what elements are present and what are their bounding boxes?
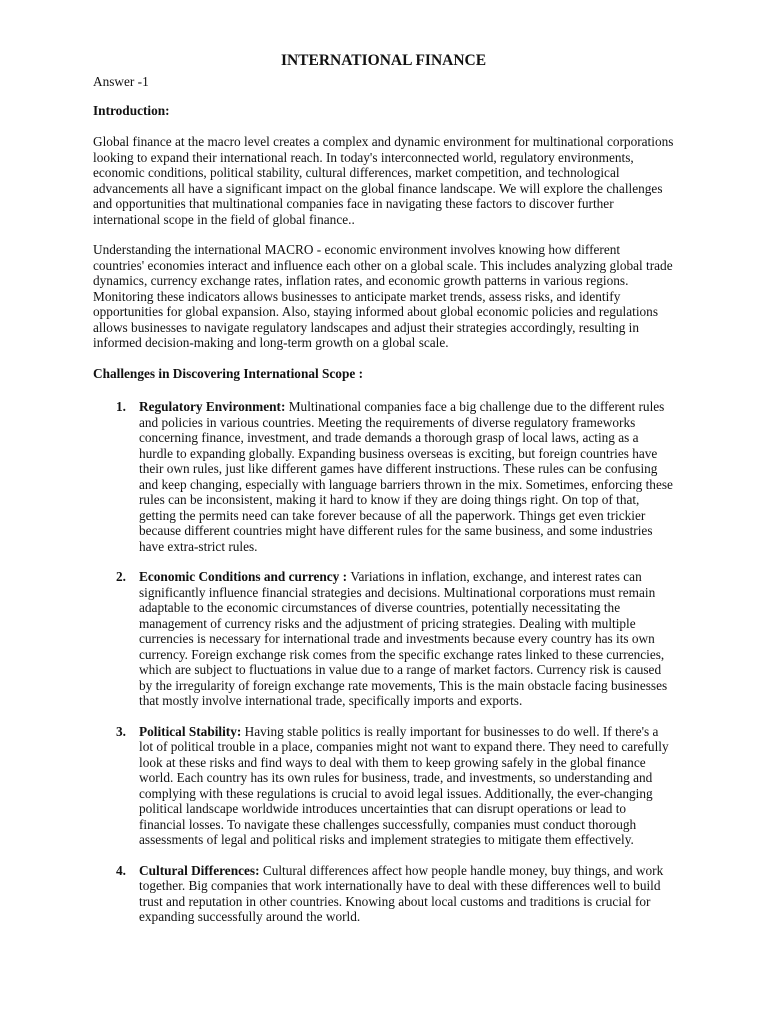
list-item-text: Multinational companies face a big challenge due to the different rules and policies in various countries. Meeting the requirements of diverse regulatory frameworks concerning finance, investment, and trade demands a thorough grasp of local laws, acting as a hurdle to expanding globally. Expanding business overseas is exciting, but foreign countries have their own rules, just like different games have different instructions. These rules can be confusing and keep changing, especially with language barriers thrown in the mix. Sometimes, enforcing these rules can be inconsistent, making it hard to know if they are doing things right. On top of that, getting the permits need can take forever because of all the paperwork. Things get even trickier because different countries might have different rules for the same business, and some industries have extra-strict rules. [139,399,673,554]
list-item [93,863,674,925]
intro-paragraph-2: Understanding the international MACRO - economic environment involves knowing how different countries' economies interact and influence each other on a global scale. This includes analyzing global trade dynamics, currency exchange rates, inflation rates, and economic growth patterns in various regions. Monitoring these indicators allows businesses to anticipate market trends, assess risks, and identify opportunities for global expansion. Also, staying informed about global economic policies and regulations allows businesses to navigate regulatory landscapes and adjust their strategies accordingly, resulting in informed decision-making and long-term growth on a global scale. [93,242,673,350]
challenges-list [93,399,674,925]
answer-label: Answer -1 [93,74,149,89]
list-item [93,724,674,848]
document-title: INTERNATIONAL FINANCE [280,52,487,69]
list-item-text: Cultural differences affect how people handle money, buy things, and work together. Big companies that work internationally have to deal with these differences well to build trust and reputation in other countries. Knowing about local customs and traditions is crucial for expanding successfully around the world. [139,862,664,924]
challenges-heading: Challenges in Discovering International Scope : [93,365,364,381]
intro-paragraph-1: Global finance at the macro level creates a complex and dynamic environment for multinational corporations looking to expand their international reach. In today's interconnected world, regulatory environments, economic conditions, political stability, cultural differences, market competition, and technological advancements all have a significant impact on the global finance landscape. We will explore the challenges and opportunities that multinational companies face in navigating these factors to discover further international scope in the field of global finance.. [93,134,674,227]
list-item-title: Economic Conditions and currency : [139,569,351,584]
list-item-number: 3. [116,723,126,739]
introduction-heading: Introduction: [93,102,170,118]
list-item-title: Cultural Differences: [139,862,263,878]
list-item-title: Regulatory Environment: [139,399,289,414]
list-item-number: 2. [116,569,126,584]
list-item [93,569,674,709]
list-item-text: Having stable politics is really important for businesses to do well. If there's a lot of political trouble in a place, companies might not want to expand there. They need to carefully look at these risks and find ways to deal with them to keep growing safely in the global finance world. Each country has its own rules for business, trade, and investments, so understanding and complying with these regulations is crucial to avoid legal issues. Additionally, the ever-changing political landscape worldwide introduces uncertainties that can disrupt operations or lead to financial losses. To navigate these challenges successfully, companies must conduct thorough assessments of legal and political risks and implement strategies to mitigate them effectively. [139,723,669,847]
list-item [93,399,674,554]
list-item-text: Variations in inflation, exchange, and interest rates can significantly influence financial strategies and decisions. Multinational corporations must remain adaptable to the economic circumstances of diverse countries, potentially necessitating the management of currency risks and the adjustment of pricing strategies. Dealing with multiple currencies is necessary for international trade and investments because every country has its own currency. Foreign exchange risk comes from the specific exchange rates linked to these currencies, which are subject to fluctuations in value due to a range of market factors. Currency risk is caused by the irregularity of foreign exchange rate movements, This is the main obstacle facing businesses that mostly involve international trade, specifically imports and exports. [139,569,668,708]
list-item-title: Political Stability: [139,723,245,739]
list-item-number: 1. [116,399,126,414]
list-item-number: 4. [116,862,126,878]
